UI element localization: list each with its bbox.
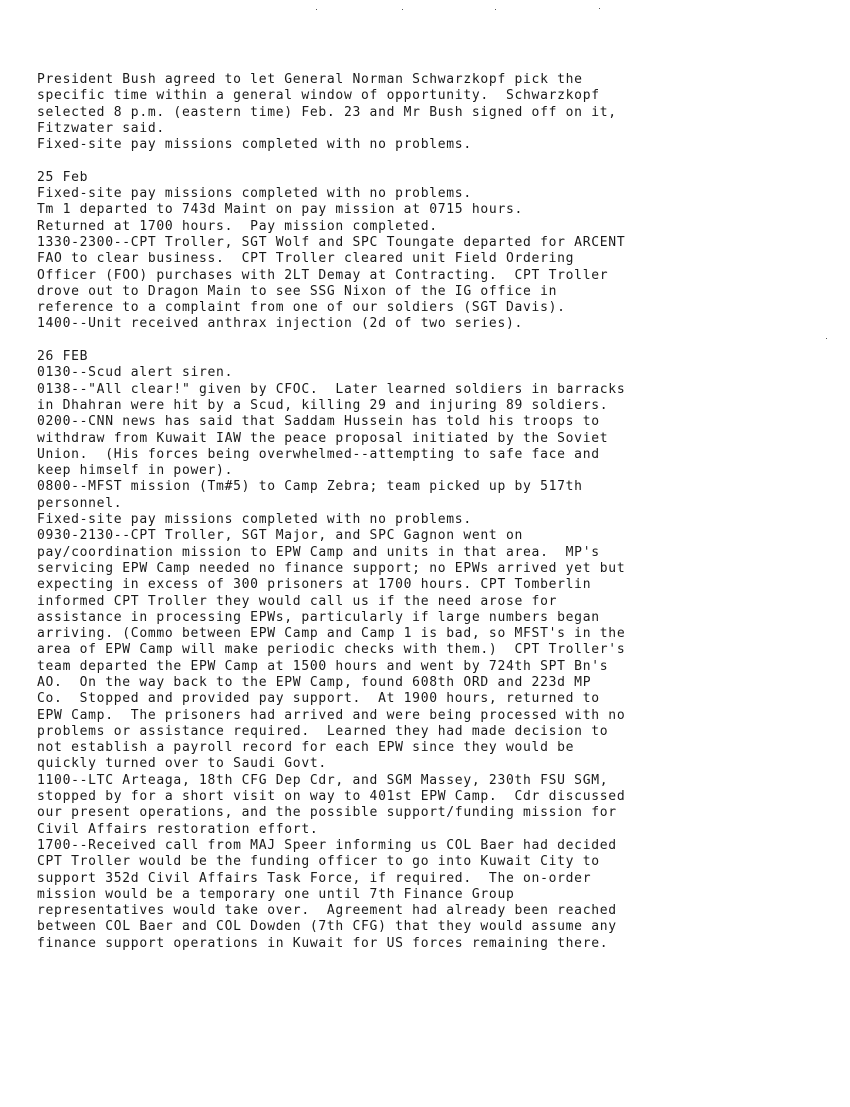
document-line: 0800--MFST mission (Tm#5) to Camp Zebra; team picked up by 517th <box>37 479 583 495</box>
document-line: our present operations, and the possible support/funding mission for <box>37 805 617 821</box>
document-line: support 352d Civil Affairs Task Force, if required. The on-order <box>37 870 592 886</box>
document-line: EPW Camp. The prisoners had arrived and were being processed with no <box>37 707 626 723</box>
document-line: President Bush agreed to let General Norman Schwarzkopf pick the <box>37 72 583 87</box>
document-line: stopped by for a short visit on way to 401st EPW Camp. Cdr discussed <box>37 789 626 805</box>
document-line: withdraw from Kuwait IAW the peace proposal initiated by the Soviet <box>37 430 609 446</box>
document-line: between COL Baer and COL Dowden (7th CFG) that they would assume any <box>37 919 617 935</box>
document-line: servicing EPW Camp needed no finance support; no EPWs arrived yet but <box>37 560 626 576</box>
document-line: quickly turned over to Saudi Govt. <box>37 756 327 772</box>
document-line: 1700--Received call from MAJ Speer informing us COL Baer had decided <box>37 837 617 853</box>
document-line: in Dhahran were hit by a Scud, killing 29 and injuring 89 soldiers. <box>37 397 609 413</box>
document-line: keep himself in power). <box>37 463 234 479</box>
document-line: problems or assistance required. Learned they had made decision to <box>37 723 609 739</box>
scan-speck <box>316 9 317 10</box>
document-line: representatives would take over. Agreement had already been reached <box>37 903 617 919</box>
document-line: 1400--Unit received anthrax injection (2d of two series). <box>37 316 524 332</box>
document-line: Co. Stopped and provided pay support. At 1900 hours, returned to <box>37 691 600 707</box>
document-line: 0130--Scud alert siren. <box>37 365 234 381</box>
document-line: arriving. (Commo between EPW Camp and Camp 1 is bad, so MFST's in the <box>37 626 626 642</box>
scan-speck <box>402 9 403 10</box>
document-line: 25 Feb <box>37 169 89 185</box>
document-line: Returned at 1700 hours. Pay mission completed. <box>37 218 438 234</box>
document-line: finance support operations in Kuwait for US forces remaining there. <box>37 935 609 951</box>
document-line: Fitzwater said. <box>37 120 165 136</box>
document-line: Tm 1 departed to 743d Maint on pay mission at 0715 hours. <box>37 202 524 218</box>
document-line: mission would be a temporary one until 7th Finance Group <box>37 886 515 902</box>
document-line: informed CPT Troller they would call us if the need arose for <box>37 593 558 609</box>
document-line: Fixed-site pay missions completed with no problems. <box>37 186 472 202</box>
scan-speck <box>599 8 600 9</box>
document-line: 1100--LTC Arteaga, 18th CFG Dep Cdr, and SGM Massey, 230th FSU SGM, <box>37 772 609 788</box>
document-line: personnel. <box>37 495 123 511</box>
document-line: expecting in excess of 300 prisoners at 1700 hours. CPT Tomberlin <box>37 577 592 593</box>
document-line: pay/coordination mission to EPW Camp and units in that area. MP's <box>37 544 600 560</box>
document-line: 1330-2300--CPT Troller, SGT Wolf and SPC Toungate departed for ARCENT <box>37 234 626 250</box>
document-line: reference to a complaint from one of our soldiers (SGT Davis). <box>37 300 566 316</box>
scan-speck <box>495 9 496 10</box>
document-line: FAO to clear business. CPT Troller cleared unit Field Ordering <box>37 251 575 267</box>
document-line: 0930-2130--CPT Troller, SGT Major, and SPC Gagnon went on <box>37 528 524 544</box>
document-line: AO. On the way back to the EPW Camp, found 608th ORD and 223d MP <box>37 674 592 690</box>
document-line: Union. (His forces being overwhelmed--attempting to safe face and <box>37 446 600 462</box>
document-line: team departed the EPW Camp at 1500 hours and went by 724th SPT Bn's <box>37 658 609 674</box>
document-line: specific time within a general window of opportunity. Schwarzkopf <box>37 88 600 104</box>
document-line: Fixed-site pay missions completed with no problems. <box>37 137 472 153</box>
document-line: 0200--CNN news has said that Saddam Hussein has told his troops to <box>37 414 600 430</box>
document-line: drove out to Dragon Main to see SSG Nixon of the IG office in <box>37 283 558 299</box>
document-line: selected 8 p.m. (eastern time) Feb. 23 and Mr Bush signed off on it, <box>37 104 617 120</box>
document-line: area of EPW Camp will make periodic checks with them.) CPT Troller's <box>37 642 626 658</box>
document-line: 26 FEB <box>37 349 89 365</box>
document-line: not establish a payroll record for each EPW since they would be <box>37 740 575 756</box>
document-line: CPT Troller would be the funding officer to go into Kuwait City to <box>37 854 600 870</box>
document-line: Fixed-site pay missions completed with no problems. <box>37 512 472 528</box>
document-line: Officer (FOO) purchases with 2LT Demay at Contracting. CPT Troller <box>37 267 609 283</box>
document-line: 0138--"All clear!" given by CFOC. Later learned soldiers in barracks <box>37 381 626 397</box>
document-line: assistance in processing EPWs, particularly if large numbers began <box>37 609 600 625</box>
document-line: Civil Affairs restoration effort. <box>37 821 319 837</box>
document-body <box>37 72 837 952</box>
